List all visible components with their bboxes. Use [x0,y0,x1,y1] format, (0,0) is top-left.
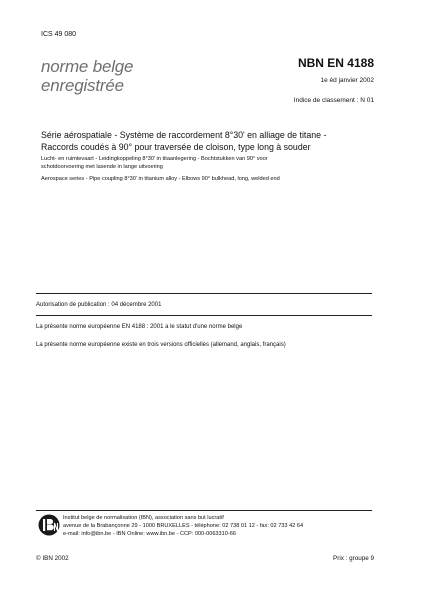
standard-number: NBN EN 4188 [297,56,374,70]
versions-note: La présente norme européenne existe en trois versions officielles (allemand, anglais, français) [36,342,286,348]
edition-date: 1e éd janvier 2002 [320,77,374,84]
divider-footer [36,510,372,511]
footer-address: avenue de la Brabançonne 29 - 1000 BRUXELLES - téléphone: 02 738 01 12 - fax: 02 733 42 64 [63,523,304,529]
divider-middle [36,315,372,316]
status-note: La présente norme européenne EN 4188 : 2001 a le statut d'une norme belge [36,324,243,330]
title-english: Aerospace series - Pipe coupling 8°30' in titanium alloy - Elbows 90° bulkhead, long, welded end [41,176,280,182]
publication-authorization: Autorisation de publication : 04 décembre 2001 [36,302,162,308]
footer-contact: e-mail: info@ibn.be - IBN Online: www.ibn.be - CCP: 000-0063310-66 [63,531,236,537]
footer-institute: Institut belge de normalisation (IBN), association sans but lucratif [63,515,224,521]
title-french-line2: Raccords coudés à 90° pour traversée de cloison, type long à souder [41,142,311,152]
title-dutch-line1: Lucht- en ruimtevaart - Leidingkoppeling 8°30' in titaanlegering - Bochtstukken van 90° voor [41,156,268,162]
brand-enregistree: enregistrée [41,76,124,95]
brand-norme-belge: norme belge [41,57,134,76]
ibn-logo-icon [38,514,60,536]
price-group: Prix : groupe 9 [333,555,374,562]
title-dutch-line2: schotdoorvoering met lasende in lange uitvoering [41,164,163,170]
classification-index: Indice de classement : N 01 [293,97,374,104]
divider-top [36,293,372,294]
copyright: © IBN 2002 [36,555,69,562]
ics-code: ICS 49 080 [41,31,77,38]
title-french-line1: Série aérospatiale - Système de raccordement 8°30' en alliage de titane - [41,130,327,140]
